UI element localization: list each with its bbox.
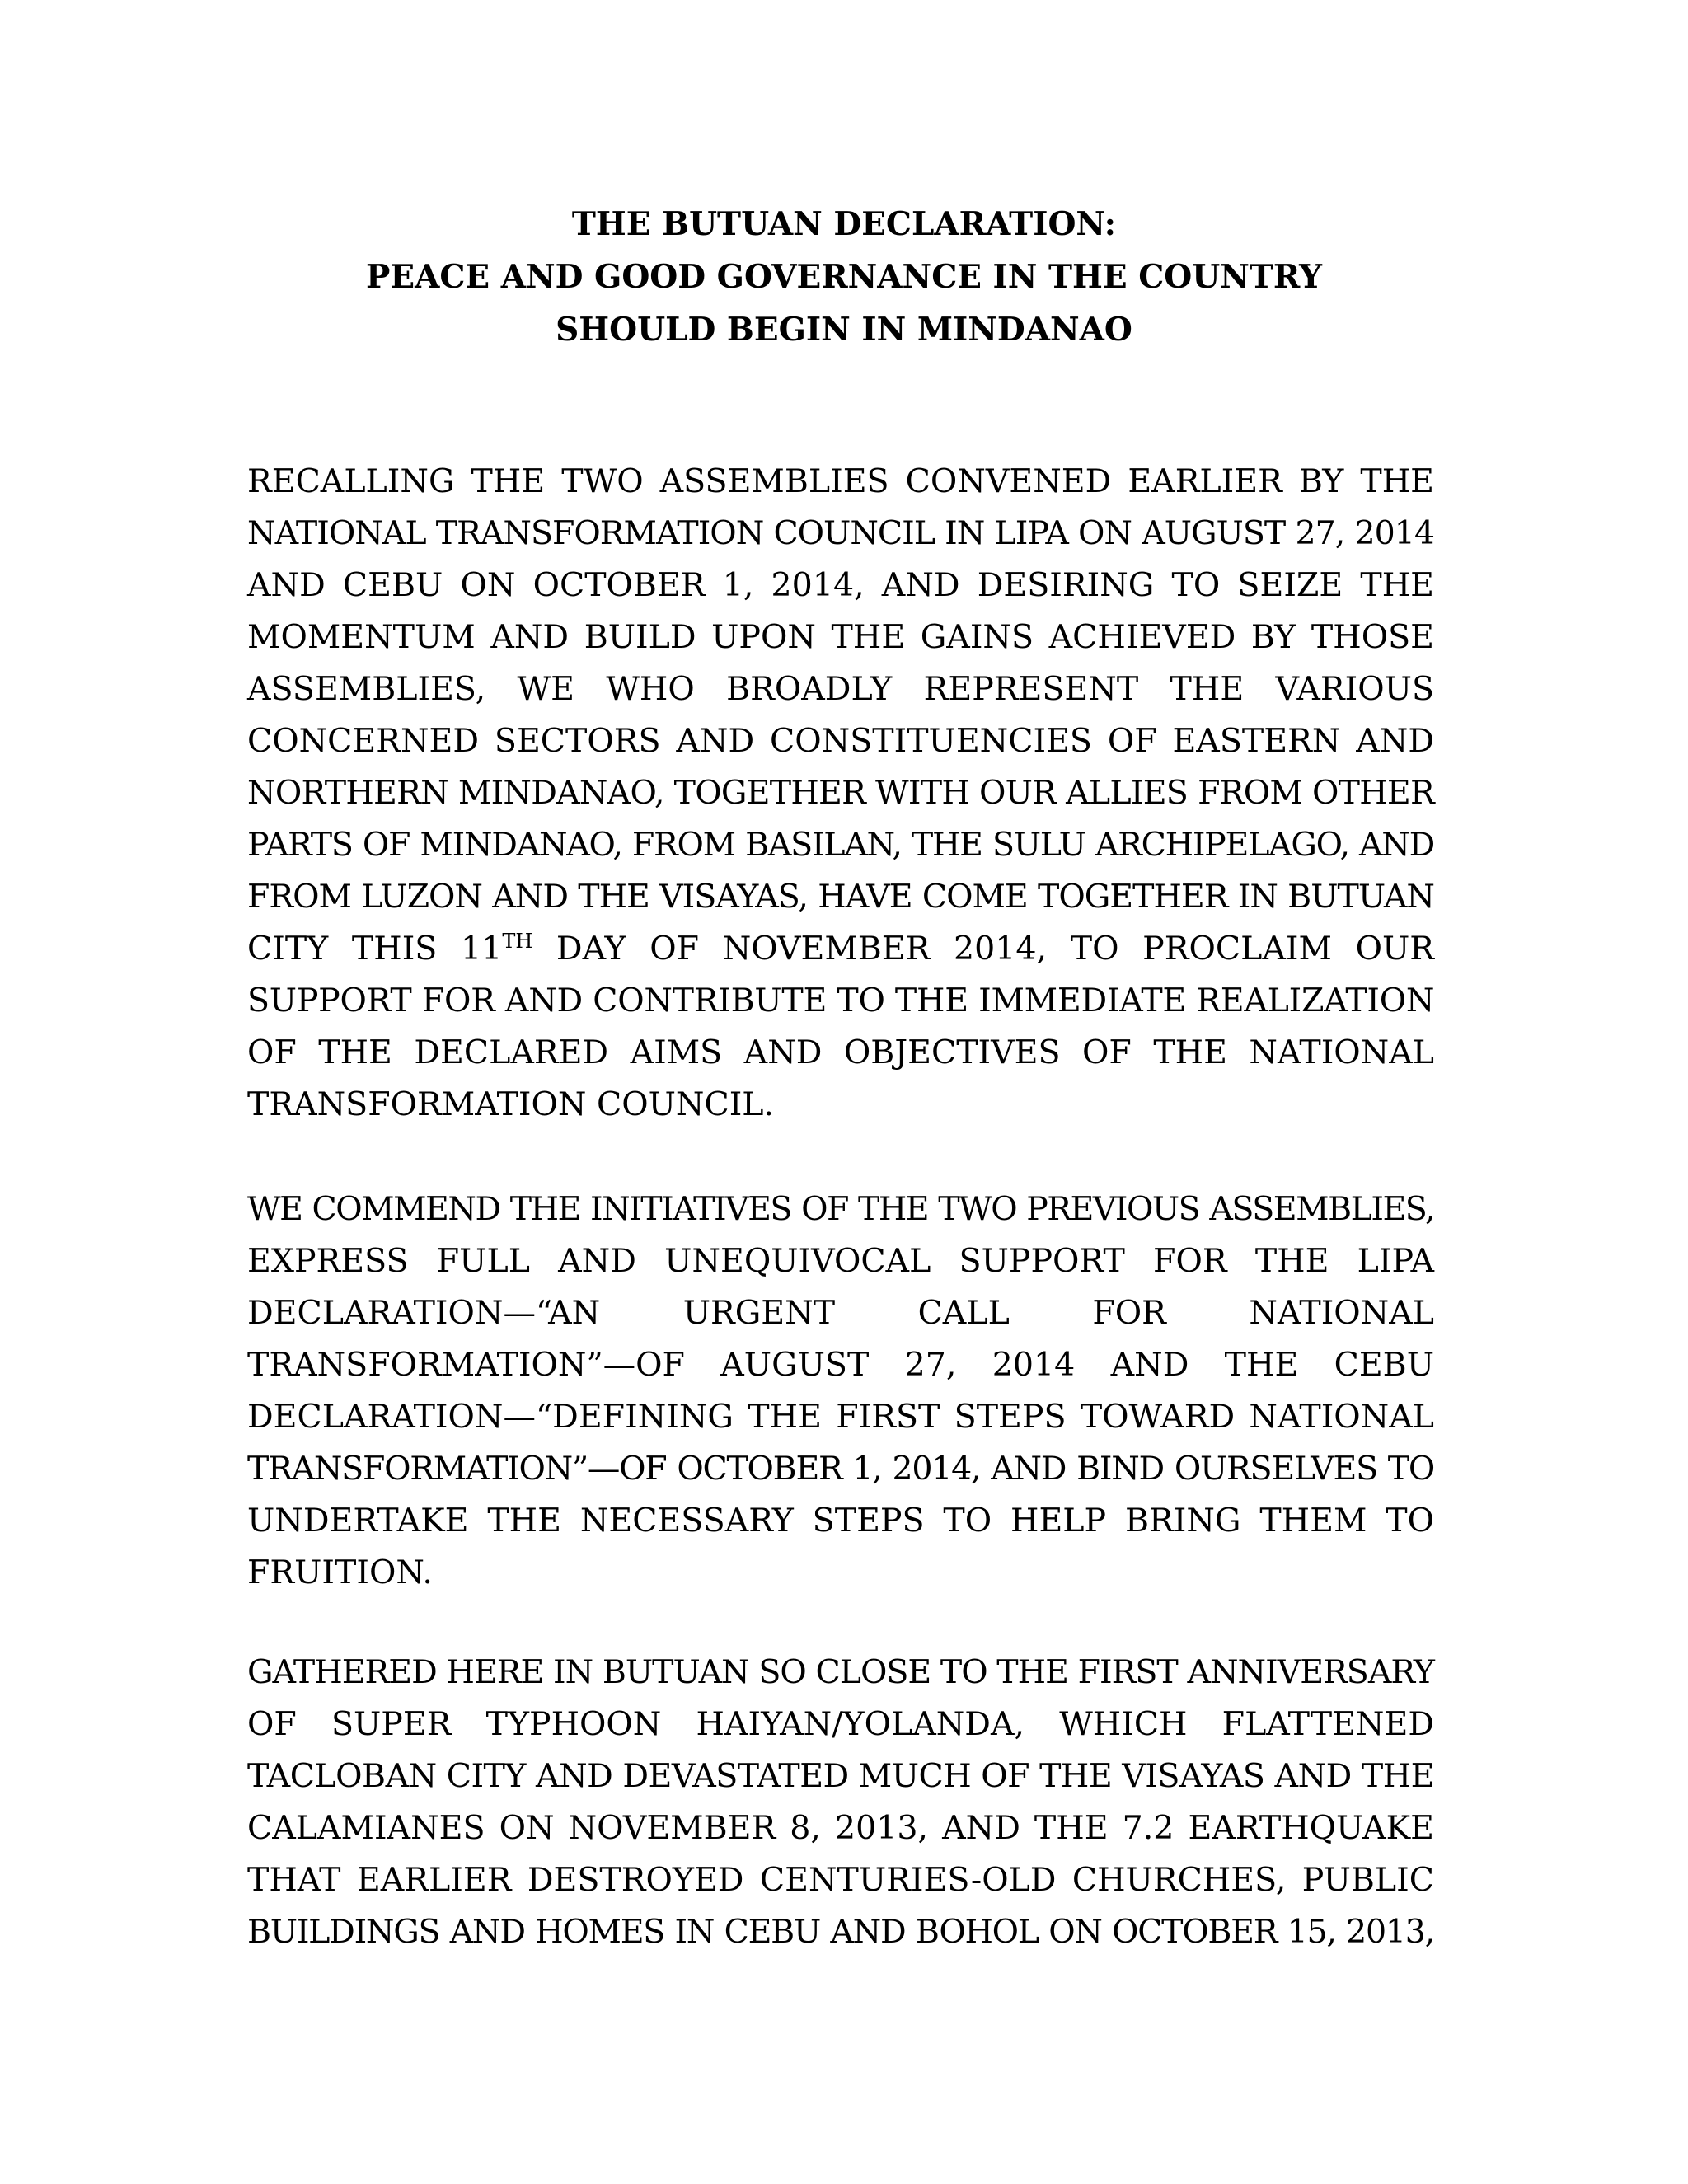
text-line: TACLOBAN CITY AND DEVASTATED MUCH OF THE VISAYAS AND THE bbox=[247, 1757, 1434, 1795]
text-line: AND CEBU ON OCTOBER 1, 2014, AND DESIRING TO SEIZE THE bbox=[247, 566, 1434, 604]
text-line: CALAMIANES ON NOVEMBER 8, 2013, AND THE 7.2 EARTHQUAKE bbox=[247, 1809, 1434, 1847]
text-line: MOMENTUM AND BUILD UPON THE GAINS ACHIEVED BY THOSE bbox=[247, 618, 1434, 656]
paragraph-commend bbox=[247, 1183, 1434, 1599]
text-line: FRUITION. bbox=[247, 1554, 433, 1591]
text-line: THAT EARLIER DESTROYED CENTURIES-OLD CHURCHES, PUBLIC bbox=[247, 1861, 1434, 1899]
text-line: SUPPORT FOR AND CONTRIBUTE TO THE IMMEDIATE REALIZATION bbox=[247, 982, 1435, 1019]
date-suffix: DAY OF NOVEMBER 2014, TO PROCLAIM OUR bbox=[532, 930, 1434, 968]
text-line-with-superscript bbox=[247, 923, 1434, 975]
text-line: DECLARATION—“DEFINING THE FIRST STEPS TOWARD NATIONAL bbox=[247, 1398, 1434, 1436]
text-line: OF THE DECLARED AIMS AND OBJECTIVES OF THE NATIONAL bbox=[247, 1033, 1434, 1071]
text-line: NORTHERN MINDANAO, TOGETHER WITH OUR ALLIES FROM OTHER bbox=[247, 774, 1434, 812]
title-line-3: SHOULD BEGIN IN MINDANAO bbox=[556, 311, 1132, 349]
text-line: NATIONAL TRANSFORMATION COUNCIL IN LIPA ON AUGUST 27, 2014 bbox=[247, 514, 1434, 552]
text-line: GATHERED HERE IN BUTUAN SO CLOSE TO THE FIRST ANNIVERSARY bbox=[247, 1653, 1434, 1691]
text-line: OF SUPER TYPHOON HAIYAN/YOLANDA, WHICH FLATTENED bbox=[247, 1705, 1434, 1743]
document-title bbox=[0, 198, 1688, 356]
text-line: ASSEMBLIES, WE WHO BROADLY REPRESENT THE VARIOUS bbox=[247, 670, 1434, 708]
text-line: EXPRESS FULL AND UNEQUIVOCAL SUPPORT FOR THE LIPA bbox=[247, 1242, 1434, 1280]
text-line: UNDERTAKE THE NECESSARY STEPS TO HELP BRING THEM TO bbox=[247, 1502, 1434, 1540]
text-line: WE COMMEND THE INITIATIVES OF THE TWO PREVIOUS ASSEMBLIES, bbox=[247, 1190, 1434, 1228]
date-prefix: CITY THIS 11 bbox=[247, 930, 503, 968]
text-line: BUILDINGS AND HOMES IN CEBU AND BOHOL ON OCTOBER 15, 2013, bbox=[247, 1913, 1434, 1951]
text-line: TRANSFORMATION”—OF AUGUST 27, 2014 AND THE CEBU bbox=[247, 1346, 1434, 1384]
text-line: FROM LUZON AND THE VISAYAS, HAVE COME TOGETHER IN BUTUAN bbox=[247, 878, 1434, 916]
title-line-1: THE BUTUAN DECLARATION: bbox=[571, 205, 1117, 243]
text-line: TRANSFORMATION”—OF OCTOBER 1, 2014, AND BIND OURSELVES TO bbox=[247, 1450, 1434, 1488]
text-line: CONCERNED SECTORS AND CONSTITUENCIES OF EASTERN AND bbox=[247, 722, 1434, 760]
paragraph-gathered bbox=[247, 1647, 1434, 1958]
paragraph-recalling bbox=[247, 456, 1434, 1131]
text-line: DECLARATION—“AN URGENT CALL FOR NATIONAL bbox=[247, 1294, 1434, 1332]
text-line: PARTS OF MINDANAO, FROM BASILAN, THE SULU ARCHIPELAGO, AND bbox=[247, 826, 1434, 864]
title-line-2: PEACE AND GOOD GOVERNANCE IN THE COUNTRY bbox=[366, 258, 1322, 296]
ordinal-suffix: TH bbox=[502, 930, 533, 953]
text-line: TRANSFORMATION COUNCIL. bbox=[247, 1085, 775, 1123]
text-line: RECALLING THE TWO ASSEMBLIES CONVENED EARLIER BY THE bbox=[247, 462, 1434, 500]
